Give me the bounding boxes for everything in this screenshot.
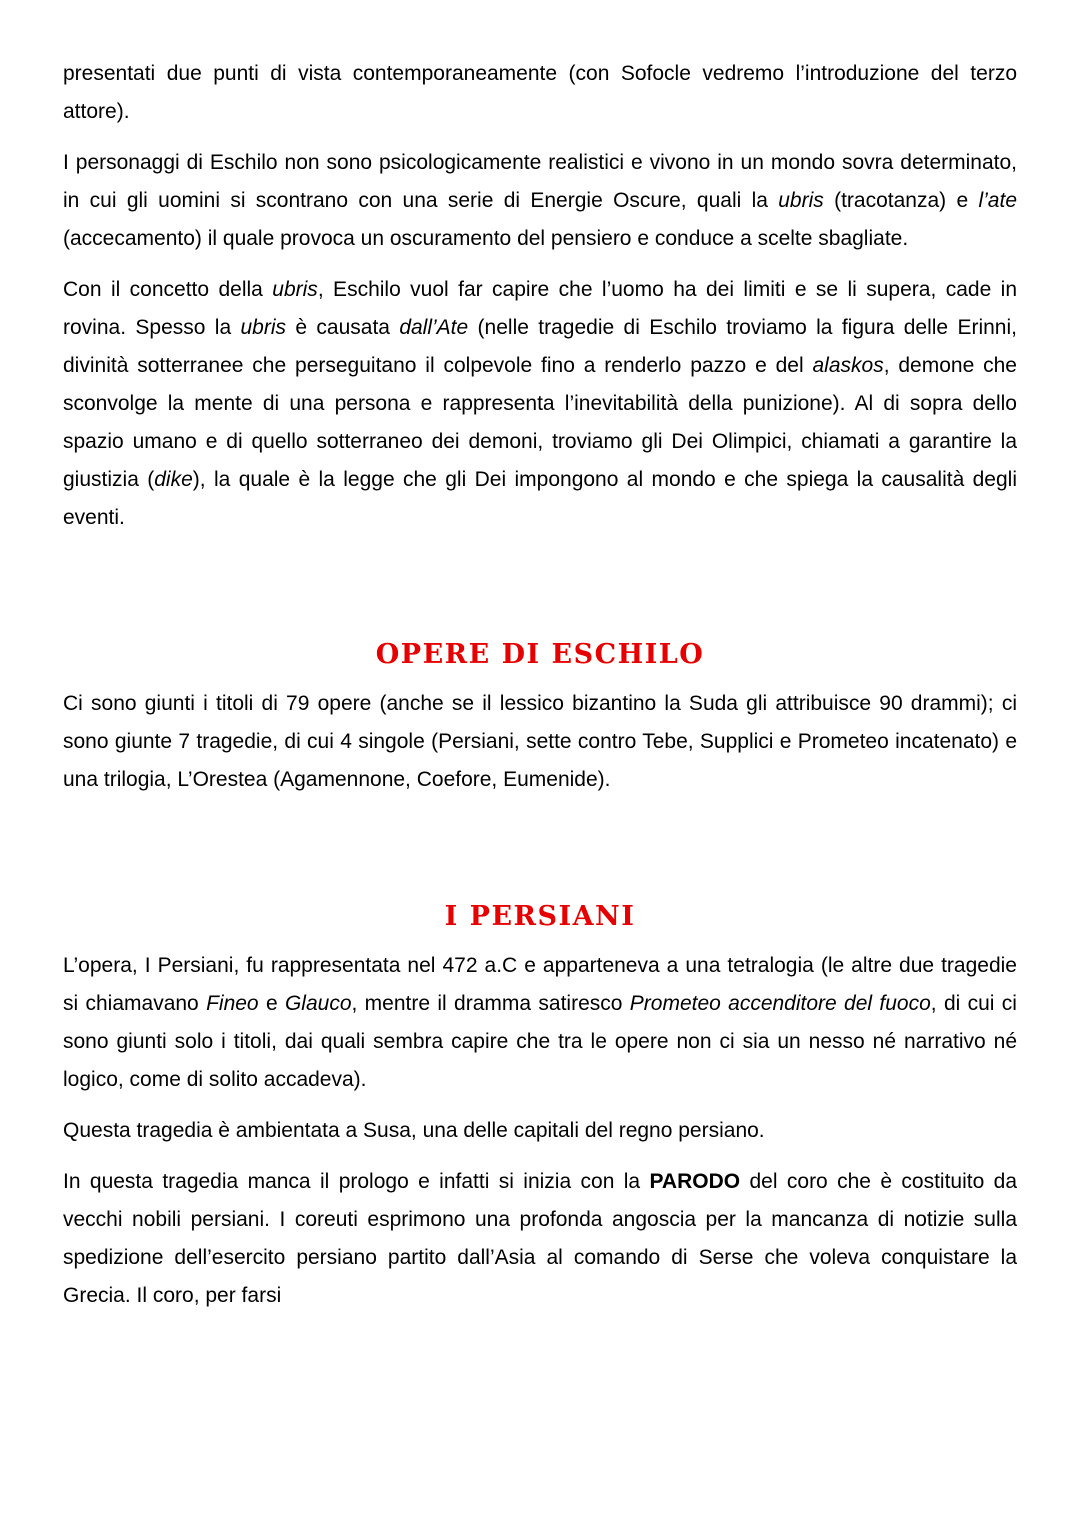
paragraph: [63, 144, 1017, 258]
text-run: (tracotanza) e: [823, 189, 979, 212]
italic-text: alaskos: [812, 354, 884, 377]
paragraph: [63, 55, 1017, 131]
text-run: , demone che sconvolge la mente di una persona e rappresenta l’inevitabilità della punizione). Al di sopra dello spazio umano e di quello sotterraneo dei demoni, troviamo gli Dei Olimpici, chiamati a garantire la giustizia (: [63, 354, 1017, 491]
text-run: ), la quale è la legge che gli Dei impongono al mondo e che spiega la causalità degli eventi.: [63, 468, 1017, 529]
text-run: Questa tragedia è ambientata a Susa, una delle capitali del regno persiano.: [63, 1119, 765, 1142]
text-run: e: [258, 992, 285, 1015]
document-content: [63, 55, 1017, 1315]
text-run: Con il concetto della: [63, 278, 273, 301]
text-run: , mentre il dramma satiresco: [351, 992, 630, 1015]
text-run: I personaggi di Eschilo non sono psicologicamente realistici e vivono in un mondo sovra determinato, in cui gli uomini si scontrano con una serie di Energie Oscure, quali la: [63, 151, 1017, 212]
paragraph: [63, 947, 1017, 1099]
text-run: , di cui ci sono giunti solo i titoli, dai quali sembra capire che tra le opere non ci sia un nesso né narrativo né logico, come di solito accadeva).: [63, 992, 1017, 1091]
bold-text: PARODO: [649, 1170, 741, 1193]
italic-text: dike: [154, 468, 193, 491]
italic-text: ubris: [240, 316, 287, 339]
italic-text: ubris: [778, 189, 824, 212]
text-run: del coro che è costituito da vecchi nobili persiani. I coreuti esprimono una profonda angoscia per la mancanza di notizie sulla spedizione dell’esercito persiano partito dall’Asia al comando di Serse che voleva conquistare la Grecia. Il coro, per farsi: [63, 1170, 1018, 1307]
paragraph: [63, 271, 1017, 537]
paragraph: [63, 685, 1017, 799]
italic-text: Fineo: [206, 992, 259, 1015]
text-run: (nelle tragedie di Eschilo troviamo la figura delle Erinni, divinità sotterranee che perseguitano il colpevole fino a renderlo pazzo e del: [63, 316, 1017, 377]
paragraph: [63, 1163, 1017, 1315]
italic-text: ubris: [272, 278, 318, 301]
section-heading: OPERE DI ESCHILO: [375, 639, 705, 670]
text-run: è causata: [286, 316, 400, 339]
paragraph: [63, 1112, 1017, 1150]
text-run: Ci sono giunti i titoli di 79 opere (anche se il lessico bizantino la Suda gli attribuisce 90 drammi); ci sono giunte 7 tragedie, di cui 4 singole (Persiani, sette contro Tebe, Supplici e Prometeo incatenato) e una trilogia, L’Orestea (Agamennone, Coefore, Eumenide).: [63, 692, 1017, 791]
text-run: , Eschilo vuol far capire che l’uomo ha dei limiti e se li supera, cade in rovina. Spesso la: [63, 278, 1018, 339]
text-run: presentati due punti di vista contemporaneamente (con Sofocle vedremo l’introduzione del terzo attore).: [63, 62, 1017, 123]
section-heading: I PERSIANI: [444, 901, 636, 932]
text-run: L’opera, I Persiani, fu rappresentata nel 472 a.C e apparteneva a una tetralogia (le altre due tragedie si chiamavano: [63, 954, 1017, 1015]
text-run: (accecamento) il quale provoca un oscuramento del pensiero e conduce a scelte sbagliate.: [63, 227, 909, 250]
italic-text: l’ate: [978, 189, 1017, 212]
text-run: In questa tragedia manca il prologo e infatti si inizia con la: [63, 1170, 650, 1193]
italic-text: Prometeo accenditore del fuoco: [629, 992, 931, 1015]
italic-text: dall’Ate: [399, 316, 469, 339]
italic-text: Glauco: [284, 992, 352, 1015]
